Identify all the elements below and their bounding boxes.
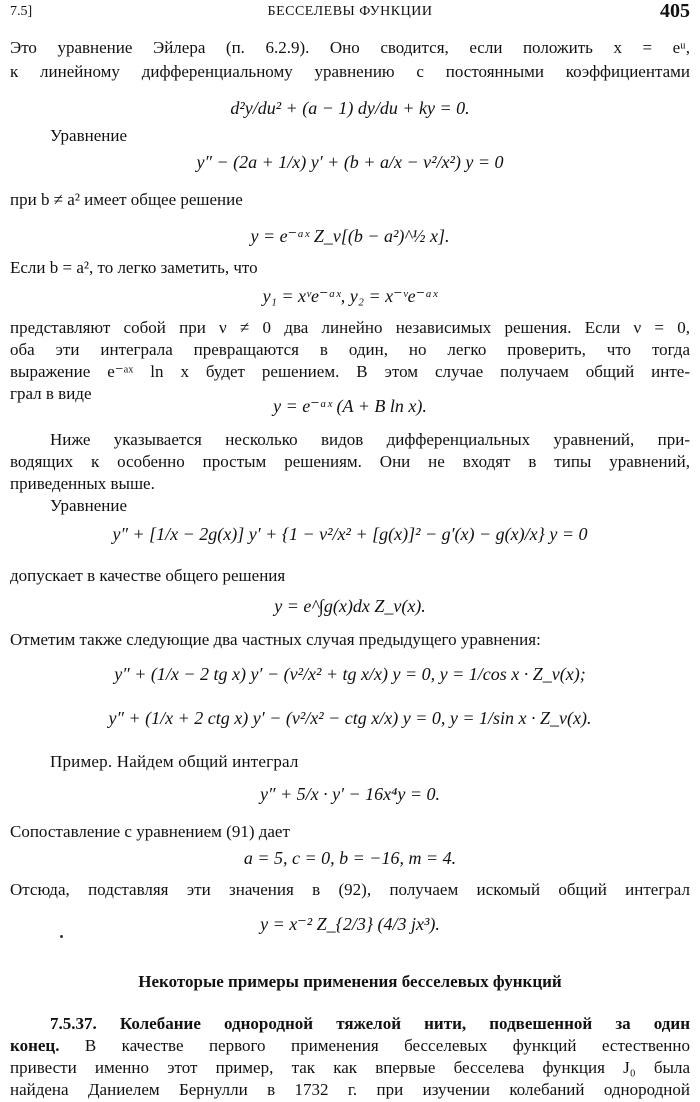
text-line: Ниже указывается несколько видов дифференциальных уравнений, при- <box>50 430 690 449</box>
equation: y = x⁻² Z_{2/3} (4/3 jx³). <box>260 914 440 934</box>
text-line: при b ≠ a² имеет общее решение <box>10 190 243 209</box>
equation: y₁ = xᵛe⁻ᵃˣ, y₂ = x⁻ᵛe⁻ᵃˣ <box>262 286 438 306</box>
equation: d²y/du² + (a − 1) dy/du + ky = 0. <box>230 98 470 118</box>
equation: y″ + (1/x − 2 tg x) y′ − (ν²/x² + tg x/x) y = 0, y = 1/cos x · Z_ν(x); <box>114 664 586 684</box>
text-line <box>10 1036 690 1056</box>
text-line: Если b = a², то легко заметить, что <box>10 258 258 277</box>
equation: y″ − (2a + 1/x) y′ + (b + a/x − ν²/x²) y = 0 <box>196 152 504 172</box>
text-line-rest: В качестве первого применения бесселевых функций естественно <box>59 1036 690 1055</box>
section-heading: Некоторые примеры применения бесселевых функций <box>138 972 562 991</box>
text-line: Уравнение <box>50 126 127 145</box>
text-line: оба эти интеграла превращаются в один, но легко проверить, что тогда <box>10 340 690 359</box>
ink-dot <box>60 935 63 938</box>
equation: y = e⁻ᵃˣ Z_ν[(b − a²)^½ x]. <box>250 226 450 246</box>
text-line: Пример. Найдем общий интеграл <box>50 752 299 771</box>
text-line: грал в виде <box>10 384 92 403</box>
text-line: допускает в качестве общего решения <box>10 566 286 585</box>
article-heading: 7.5.37. Колебание однородной тяжелой нити, подвешенной за один <box>50 1014 690 1033</box>
text-line: Сопоставление с уравнением (91) дает <box>10 822 290 841</box>
text-line: Это уравнение Эйлера (п. 6.2.9). Оно сводится, если положить x = eᵘ, <box>10 38 690 57</box>
equation: y″ + [1/x − 2g(x)] y′ + {1 − ν²/x² + [g(x)]² − g′(x) − g(x)/x} y = 0 <box>112 524 588 544</box>
equation: a = 5, c = 0, b = −16, m = 4. <box>243 848 457 868</box>
text-line: Отметим также следующие два частных случая предыдущего уравнения: <box>10 630 541 649</box>
text-line: к линейному дифференциальному уравнению с постоянными коэффициентами <box>10 62 690 81</box>
text-line: выражение e⁻ᵃˣ ln x будет решением. В этом случае получаем общий инте- <box>10 362 690 381</box>
page-number: 405 <box>660 0 690 22</box>
header-running-title: БЕССЕЛЕВЫ ФУНКЦИИ <box>267 4 433 19</box>
text-line: водящих к особенно простым решениям. Они не входят в типы уравнений, <box>10 452 690 471</box>
article-heading-end: конец. <box>10 1036 60 1055</box>
equation: y″ + 5/x · y′ − 16x⁴y = 0. <box>259 784 441 804</box>
header-section-number: 7.5] <box>10 4 33 19</box>
equation: y″ + (1/x + 2 ctg x) y′ − (ν²/x² − ctg x/x) y = 0, y = 1/sin x · Z_ν(x). <box>108 708 592 728</box>
text-line: привести именно этот пример, так как впервые бесселева функция J₀ была <box>10 1058 690 1077</box>
text-line: Уравнение <box>50 496 127 515</box>
text-line: Отсюда, подставляя эти значения в (92), получаем искомый общий интеграл <box>10 880 690 899</box>
equation: y = e⁻ᵃˣ (A + B ln x). <box>273 396 427 416</box>
equation: y = e^∫g(x)dx Z_ν(x). <box>274 596 426 616</box>
text-line: найдена Даниелем Бернулли в 1732 г. при изучении колебаний однородной <box>10 1080 690 1099</box>
text-line: приведенных выше. <box>10 474 155 493</box>
text-line: представляют собой при ν ≠ 0 два линейно независимых решения. Если ν = 0, <box>10 318 690 337</box>
